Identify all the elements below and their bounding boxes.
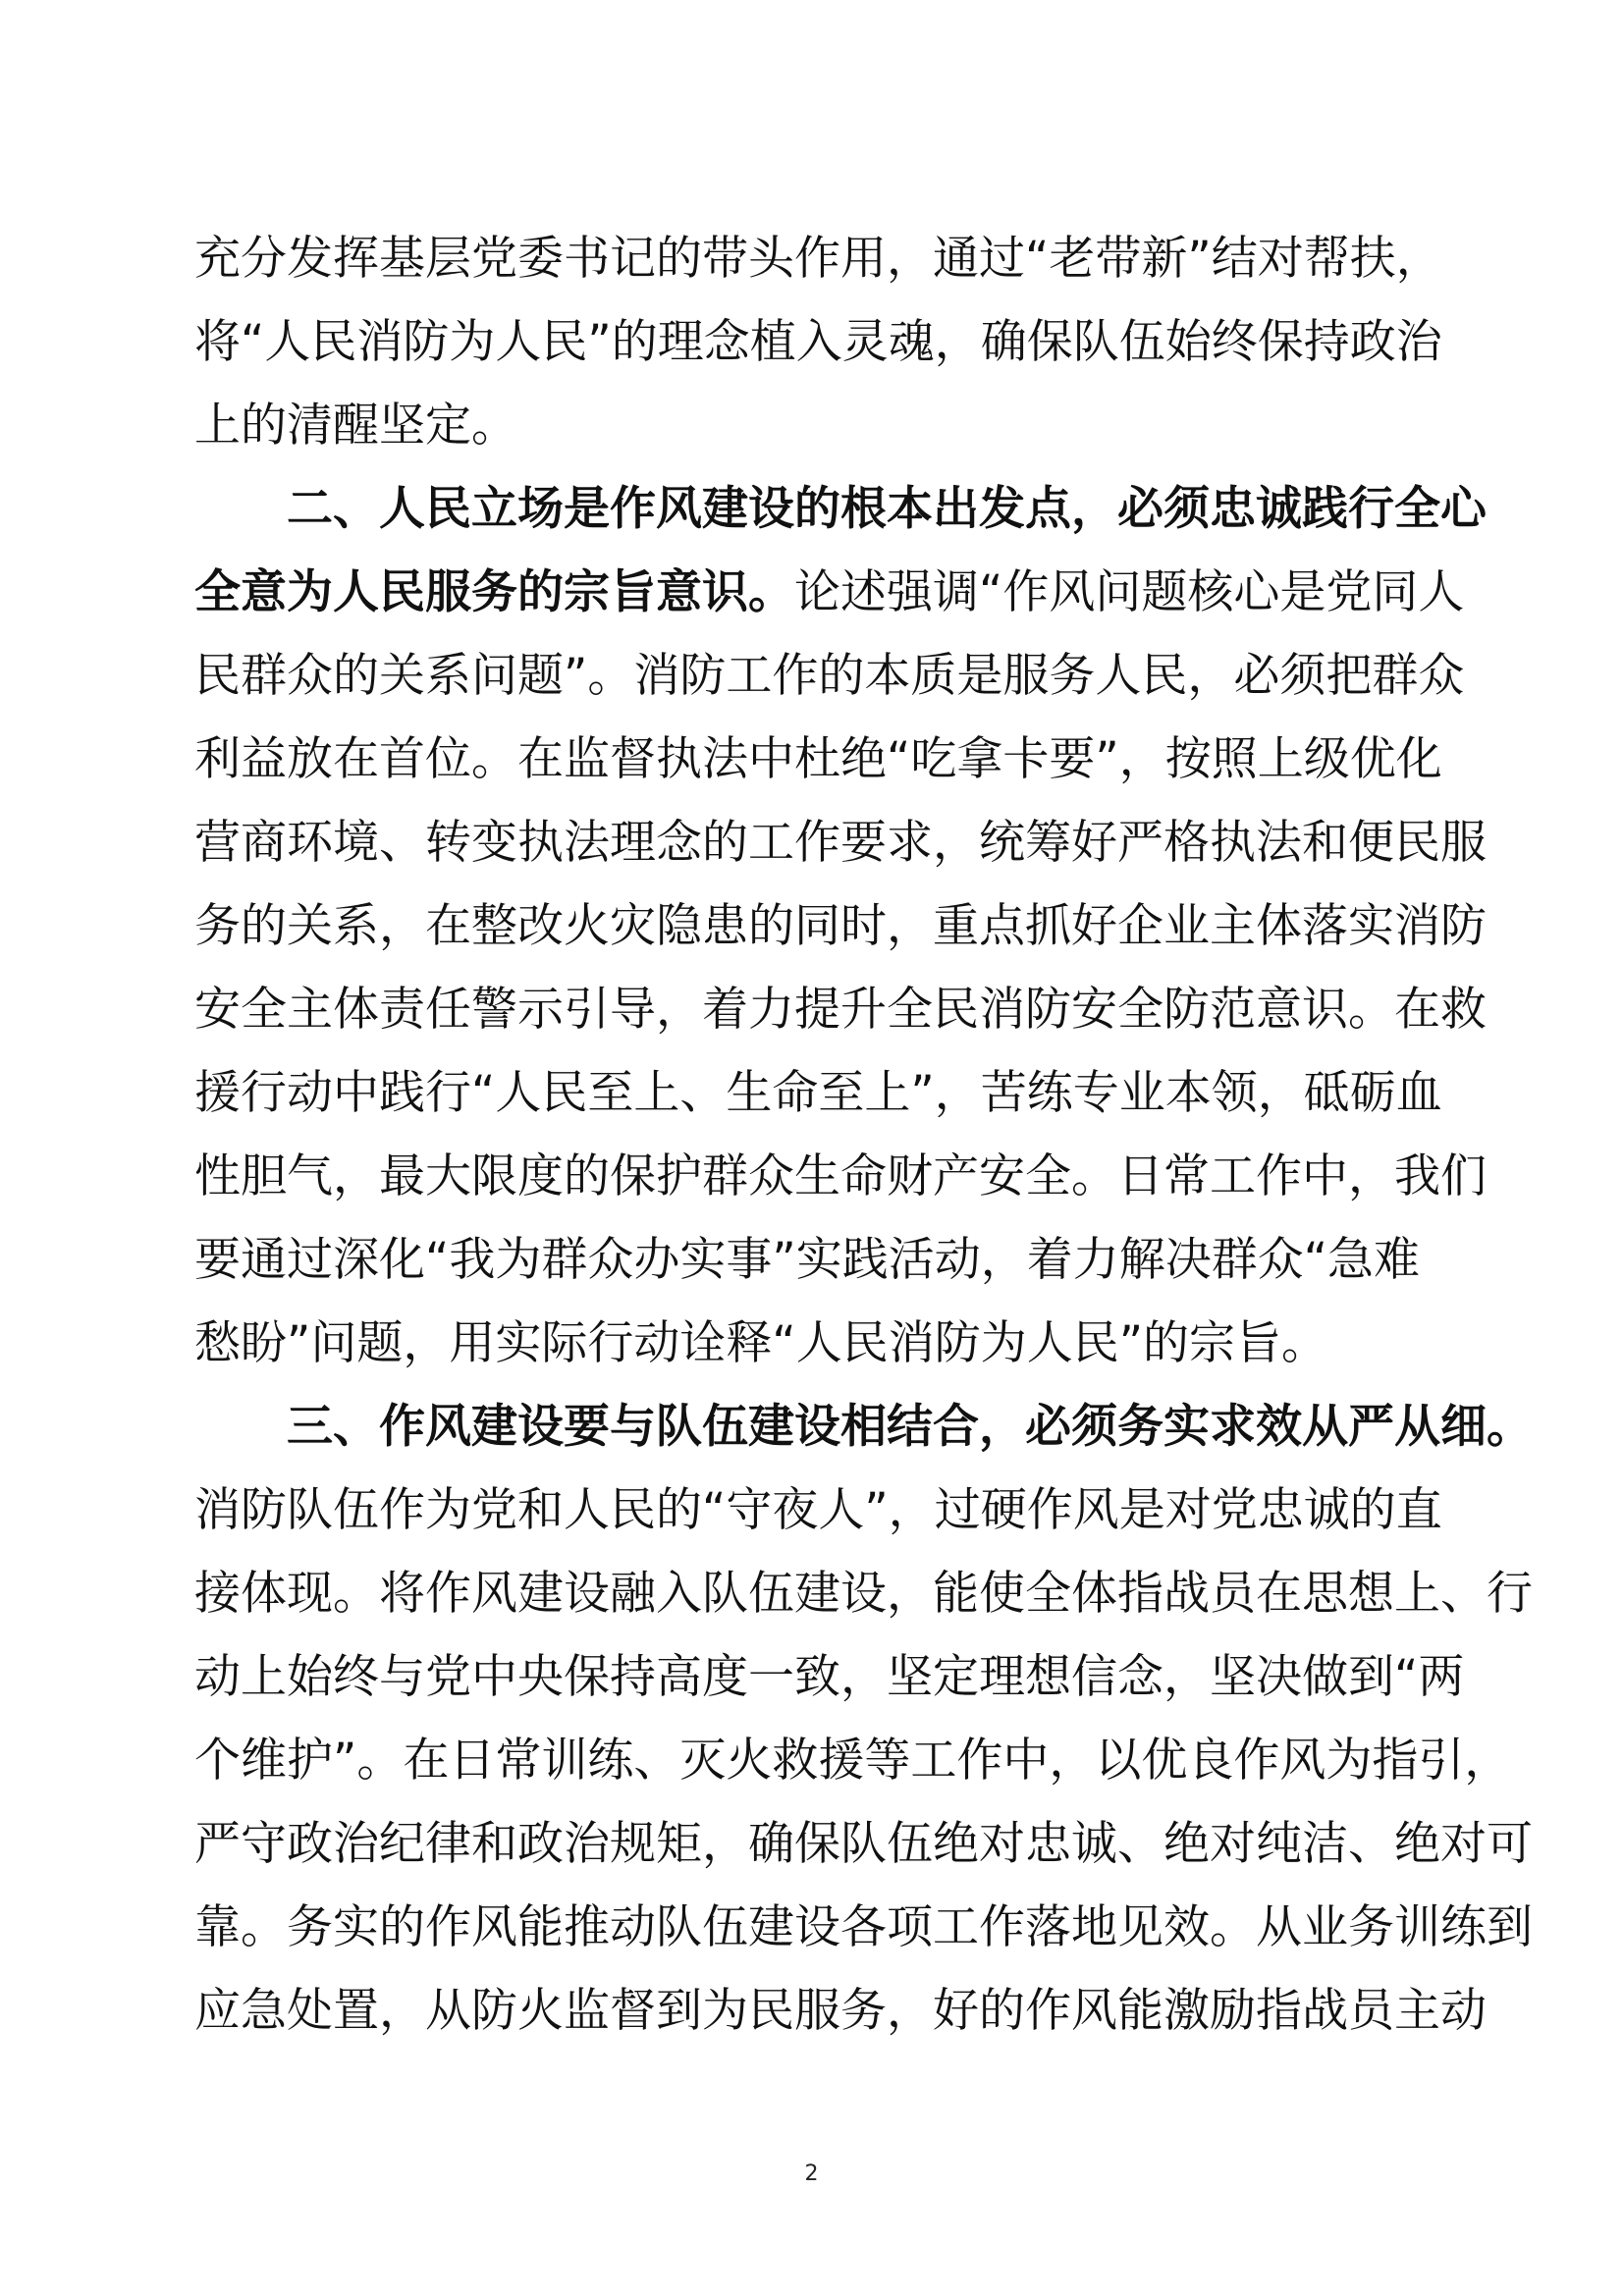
text-line (194, 559, 1465, 627)
line-text: 个维护”。在日常训练、灭火救援等工作中，以优良作风为指引， (194, 1734, 1511, 1788)
line-text: 营商环境、转变执法理念的工作要求，统筹好严格执法和便民服 (194, 816, 1487, 870)
text-line (194, 1059, 1441, 1128)
line-text: 民群众的关系问题”。消防工作的本质是服务人民，必须把群众 (194, 649, 1465, 703)
heading-text: 二、人民立场是作风建设的根本出发点，必须忠诚践行全心 (287, 482, 1487, 536)
text-line (194, 1810, 1533, 1879)
page-number: 2 (804, 2162, 819, 2186)
text-line (194, 642, 1465, 711)
heading-text: 三、作风建设要与队伍建设相结合，必须务实求效从严从细。 (287, 1400, 1533, 1454)
line-text: 论述强调“作风问题核心是党同人 (794, 565, 1465, 619)
line-text: 将“人民消防为人民”的理念植入灵魂，确保队伍始终保持政治 (194, 315, 1442, 369)
text-line (194, 1226, 1441, 1295)
line-text: 务的关系，在整改火灾隐患的同时，重点抓好企业主体落实消防 (194, 899, 1487, 953)
line-text: 应急处置，从防火监督到为民服务，好的作风能激励指战员主动 (194, 1984, 1487, 2038)
section-heading-2 (287, 475, 1487, 544)
line-text: 动上始终与党中央保持高度一致，坚定理想信念，坚决做到“两 (194, 1650, 1465, 1704)
text-line (194, 976, 1487, 1044)
text-line (194, 1894, 1533, 1962)
line-text: 援行动中践行“人民至上、生命至上”，苦练专业本领，砥砺血 (194, 1066, 1442, 1120)
text-line (194, 809, 1487, 878)
text-line (194, 308, 1441, 377)
text-line (194, 725, 1441, 794)
text-line (194, 1727, 1511, 1795)
text-line (194, 225, 1441, 294)
line-text: 愁盼”问题，用实际行动诠释“人民消防为人民”的宗旨。 (194, 1316, 1328, 1370)
line-text: 利益放在首位。在监督执法中杜绝“吃拿卡要”，按照上级优化 (194, 732, 1442, 786)
line-text: 安全主体责任警示引导，着力提升全民消防安全防范意识。在救 (194, 983, 1487, 1037)
line-text: 接体现。将作风建设融入队伍建设，能使全体指战员在思想上、行 (194, 1567, 1533, 1621)
line-text: 性胆气，最大限度的保护群众生命财产安全。日常工作中，我们 (194, 1149, 1487, 1203)
text-line (194, 1560, 1533, 1629)
line-text: 要通过深化“我为群众办实事”实践活动，着力解决群众“急难 (194, 1233, 1421, 1287)
heading-text: 全意为人民服务的宗旨意识。 (194, 565, 794, 619)
text-line (194, 1643, 1465, 1712)
text-line (194, 892, 1487, 961)
line-text: 靠。务实的作风能推动队伍建设各项工作落地见效。从业务训练到 (194, 1900, 1533, 1954)
section-heading-3 (287, 1393, 1533, 1462)
text-line (194, 392, 1441, 460)
text-line (194, 1309, 1441, 1378)
text-line (194, 1977, 1487, 2046)
line-text: 严守政治纪律和政治规矩，确保队伍绝对忠诚、绝对纯洁、绝对可 (194, 1817, 1533, 1871)
line-text: 充分发挥基层党委书记的带头作用，通过“老带新”结对帮扶， (194, 232, 1442, 286)
line-text: 消防队伍作为党和人民的“守夜人”，过硬作风是对党忠诚的直 (194, 1483, 1442, 1537)
text-line (194, 1143, 1487, 1211)
line-text: 上的清醒坚定。 (194, 399, 517, 453)
text-line (194, 1476, 1441, 1545)
